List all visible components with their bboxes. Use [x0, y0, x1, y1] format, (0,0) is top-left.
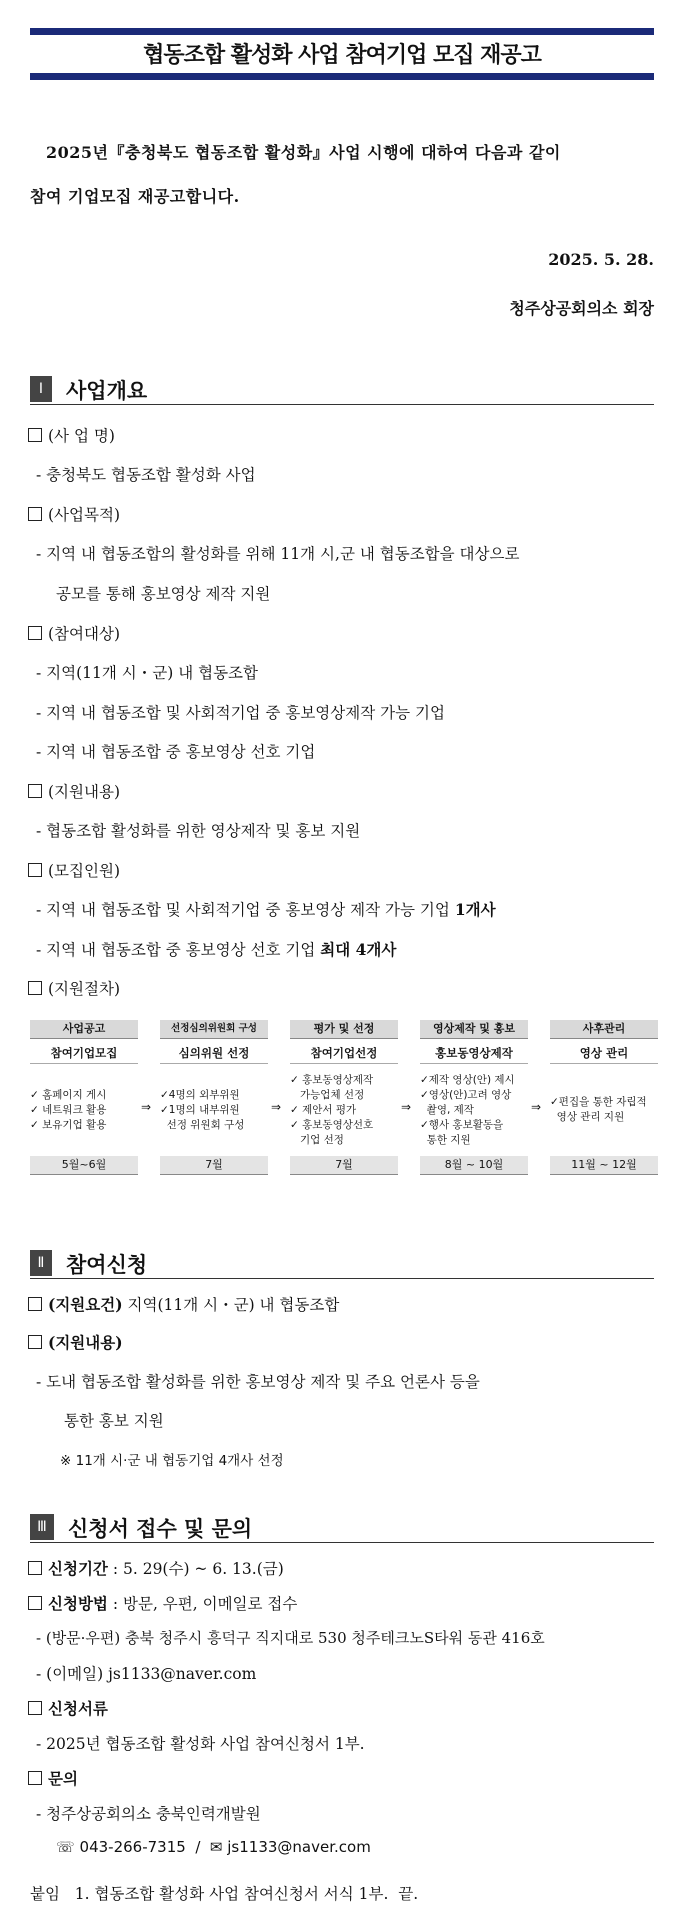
support-content-label: (지원내용) — [28, 1331, 123, 1353]
checkbox-square-icon — [28, 1335, 42, 1349]
section-3-number: Ⅲ — [30, 1514, 54, 1540]
apply-method: 신청방법 : 방문, 우편, 이메일로 접수 — [28, 1592, 297, 1614]
section-1-title: 사업개요 — [66, 379, 148, 403]
contact-phone-email: ☏ 043-266-7315 / ✉ js1133@naver.com — [56, 1838, 371, 1856]
flow-step-sub: 참여기업모집 — [30, 1045, 138, 1064]
flow-step-head: 사업공고 — [30, 1020, 138, 1039]
flow-step-4 — [420, 1020, 528, 1175]
purpose-label: (사업목적) — [28, 503, 120, 525]
purpose-text-2: 공모를 통해 홍보영상 제작 지원 — [56, 585, 271, 603]
flow-step-body: ✓ 홍보동영상제작 가능업체 선정 ✓ 제안서 평가 ✓ 홍보동영상선호 기업 선정 — [290, 1073, 374, 1146]
flow-step-period: 11월 ~ 12월 — [550, 1156, 658, 1175]
flow-step-head: 평가 및 선정 — [290, 1020, 398, 1039]
target-text-1: - 지역(11개 시・군) 내 협동조합 — [36, 664, 258, 682]
flow-step-body: ✓ 홈페이지 게시 ✓ 네트워크 활용 ✓ 보유기업 활용 — [30, 1088, 107, 1131]
flow-step-sub: 영상 관리 — [550, 1045, 658, 1064]
title-band-top-rule — [30, 28, 654, 35]
apply-docs-label: 신청서류 — [28, 1697, 108, 1719]
flow-step-body: ✓4명의 외부위원 ✓1명의 내부위원 선정 위원회 구성 — [160, 1088, 245, 1131]
checkbox-square-icon — [28, 428, 42, 442]
flow-step-2 — [160, 1020, 268, 1175]
flow-step-sub: 심의위원 선정 — [160, 1045, 268, 1064]
flow-step-body: ✓편집을 통한 자립적 영상 관리 지원 — [550, 1096, 647, 1123]
flow-arrow-icon: ⇒ — [271, 1100, 282, 1114]
target-text-2: - 지역 내 협동조합 및 사회적기업 중 홍보영상제작 가능 기업 — [36, 704, 445, 722]
attachment-line: 붙임 1. 협동조합 활성화 사업 참여신청서 서식 1부. 끝. — [30, 1885, 419, 1903]
purpose-text-1: - 지역 내 협동조합의 활성화를 위해 11개 시,군 내 협동조합을 대상으로 — [36, 545, 520, 563]
target-text-3: - 지역 내 협동조합 중 홍보영상 선호 기업 — [36, 743, 316, 761]
flow-step-head: 사후관리 — [550, 1020, 658, 1039]
flow-step-sub: 참여기업선정 — [290, 1045, 398, 1064]
checkbox-square-icon — [28, 1596, 42, 1610]
flow-step-3 — [290, 1020, 398, 1175]
flow-arrow-icon: ⇒ — [141, 1100, 152, 1114]
recruit-text-2: - 지역 내 협동조합 중 홍보영상 선호 기업 최대 4개사 — [36, 940, 397, 959]
visit-address: - (방문·우편) 충북 청주시 흥덕구 직지대로 530 청주테크노S타워 동관 416호 — [36, 1629, 545, 1647]
recruit-label: (모집인원) — [28, 859, 120, 881]
section-3-title: 신청서 접수 및 문의 — [68, 1517, 253, 1541]
support-text: - 협동조합 활성화를 위한 영상제작 및 홍보 지원 — [36, 822, 361, 840]
apply-period: 신청기간 : 5. 29(수) ~ 6. 13.(금) — [28, 1557, 284, 1579]
contact-label: 문의 — [28, 1767, 78, 1789]
flow-step-5 — [550, 1020, 658, 1175]
checkbox-square-icon — [28, 784, 42, 798]
flow-step-period: 8월 ~ 10월 — [420, 1156, 528, 1175]
checkbox-square-icon — [28, 1771, 42, 1785]
procedure-label: (지원절차) — [28, 977, 120, 999]
flow-step-period: 7월 — [160, 1156, 268, 1175]
flow-step-period: 5월~6월 — [30, 1156, 138, 1175]
issuer: 청주상공회의소 회장 — [509, 299, 654, 318]
section-2-header — [30, 1248, 654, 1279]
flow-step-1 — [30, 1020, 138, 1175]
section-2-title: 참여신청 — [66, 1253, 148, 1277]
requirement-line: (지원요건) 지역(11개 시・군) 내 협동조합 — [28, 1293, 339, 1315]
support-label: (지원내용) — [28, 780, 120, 802]
purpose-name-text: - 충청북도 협동조합 활성화 사업 — [36, 466, 256, 484]
support-content-text-1: - 도내 협동조합 활성화를 위한 홍보영상 제작 및 주요 언론사 등을 — [36, 1373, 480, 1391]
purpose-name-label: (사 업 명) — [28, 424, 115, 446]
flow-step-body: ✓제작 영상(안) 제시 ✓영상(안)고려 영상 촬영, 제작 ✓행사 홍보활동을 통한 지원 — [420, 1073, 515, 1146]
checkbox-square-icon — [28, 1297, 42, 1311]
checkbox-square-icon — [28, 981, 42, 995]
support-content-text-2: 통한 홍보 지원 — [64, 1412, 164, 1430]
checkbox-square-icon — [28, 1561, 42, 1575]
intro-line-2: 참여 기업모집 재공고합니다. — [30, 187, 240, 206]
title-band — [30, 28, 654, 80]
flow-step-sub: 홍보동영상제작 — [420, 1045, 528, 1064]
selection-note: ※ 11개 시·군 내 협동기업 4개사 선정 — [60, 1453, 284, 1469]
flow-step-head: 선정심의위원회 구성 — [160, 1020, 268, 1039]
target-label: (참여대상) — [28, 622, 120, 644]
notice-date: 2025. 5. 28. — [548, 250, 654, 269]
section-2-number: Ⅱ — [30, 1250, 52, 1276]
page-title: 협동조합 활성화 사업 참여기업 모집 재공고 — [143, 43, 541, 68]
intro-line-1: 2025년『충청북도 협동조합 활성화』사업 시행에 대하여 다음과 같이 — [46, 143, 561, 162]
checkbox-square-icon — [28, 626, 42, 640]
checkbox-square-icon — [28, 863, 42, 877]
section-3-header — [30, 1512, 654, 1543]
checkbox-square-icon — [28, 507, 42, 521]
recruit-text-1: - 지역 내 협동조합 및 사회적기업 중 홍보영상 제작 가능 기업 1개사 — [36, 900, 496, 919]
flow-arrow-icon: ⇒ — [401, 1100, 412, 1114]
email-address: - (이메일) js1133@naver.com — [36, 1665, 257, 1683]
section-1-header — [30, 374, 654, 405]
apply-docs-text: - 2025년 협동조합 활성화 사업 참여신청서 1부. — [36, 1735, 365, 1753]
flow-arrow-icon: ⇒ — [531, 1100, 542, 1114]
flow-step-head: 영상제작 및 홍보 — [420, 1020, 528, 1039]
checkbox-square-icon — [28, 1701, 42, 1715]
flow-step-period: 7월 — [290, 1156, 398, 1175]
contact-text: - 청주상공회의소 충북인력개발원 — [36, 1805, 261, 1823]
section-1-number: Ⅰ — [30, 376, 52, 402]
title-band-bottom-rule — [30, 73, 654, 80]
